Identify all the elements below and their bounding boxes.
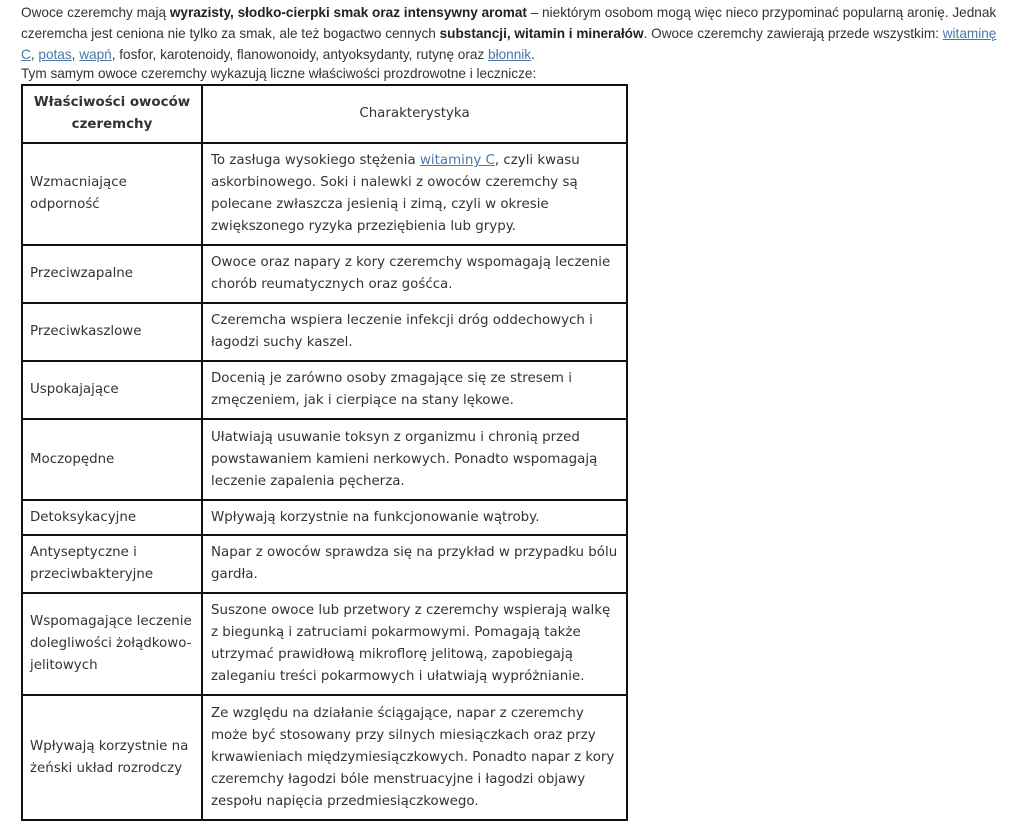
description-cell: Wpływają korzystnie na funkcjonowanie wątroby. [202, 500, 627, 535]
property-cell: Przeciwzapalne [22, 245, 202, 303]
property-cell: Detoksykacyjne [22, 500, 202, 535]
intro-paragraph [21, 2, 1006, 65]
description-cell: Docenią je zarówno osoby zmagające się ze stresem i zmęczeniem, jak i cierpiące na stany lękowe. [202, 361, 627, 419]
intro-text-3: . Owoce czeremchy zawierają przede wszystkim: [643, 26, 943, 41]
table-row [22, 500, 627, 535]
intro-text-5: . [531, 47, 535, 62]
description-cell: Ze względu na działanie ściągające, napar z czeremchy może być stosowany przy silnych miesiączkach oraz przy krwawieniach międzymiesiączkowych. Ponadto napar z kory czeremchy łagodzi bóle menstruacyjne i łagodzi objawy zespołu napięcia przedmiesiączkowego. [202, 695, 627, 820]
property-cell: Przeciwkaszlowe [22, 303, 202, 361]
header-properties: Właściwości owoców czeremchy [22, 85, 202, 143]
table-row [22, 245, 627, 303]
intro-bold-taste: wyrazisty, słodko-cierpki smak oraz intensywny aromat [169, 5, 527, 20]
intro-text-4: , fosfor, karotenoidy, flanowonoidy, antyoksydanty, rutynę oraz [111, 47, 489, 62]
properties-table [21, 84, 628, 821]
property-cell: Wzmacniające odporność [22, 143, 202, 245]
intro-comma-2: , [71, 47, 80, 62]
property-cell: Antyseptyczne i przeciwbakteryjne [22, 535, 202, 593]
table-row [22, 303, 627, 361]
property-cell: Wpływają korzystnie na żeński układ rozrodczy [22, 695, 202, 820]
link-witaminy-c[interactable]: witaminy C [419, 153, 495, 168]
link-wapn[interactable]: wapń [79, 47, 112, 62]
table-lead-text: Tym samym owoce czeremchy wykazują liczne właściwości prozdrowotne i lecznicze: [21, 66, 537, 81]
intro-bold-substances: substancji, witamin i minerałów [439, 26, 644, 41]
table-row [22, 143, 627, 245]
link-witamina-c[interactable]: witaminę C [21, 26, 997, 62]
intro-comma-1: , [30, 47, 39, 62]
description-cell [202, 143, 627, 245]
table-row [22, 361, 627, 419]
description-cell: Napar z owoców sprawdza się na przykład w przypadku bólu gardła. [202, 535, 627, 593]
intro-text-2: – niektórym osobom mogą więc nieco przypominać popularną aronię. Jednak czeremcha jest ceniona nie tylko za smak, ale też bogactwo cennych [21, 5, 997, 41]
description-cell: Ułatwiają usuwanie toksyn z organizmu i chronią przed powstawaniem kamieni nerkowych. Ponadto wspomagają leczenie zapalenia pęcherza. [202, 419, 627, 500]
table-header-row [22, 85, 627, 143]
table-row [22, 419, 627, 500]
table-row [22, 695, 627, 820]
description-cell: Suszone owoce lub przetwory z czeremchy wspierają walkę z biegunką i zatruciami pokarmowymi. Pomagają także utrzymać prawidłową mikroflorę jelitową, zapobiegają zaleganiu treści pokarmowych i ułatwiają wypróżnianie. [202, 593, 627, 695]
property-cell: Wspomagające leczenie dolegliwości żołądkowo-jelitowych [22, 593, 202, 695]
header-characteristics: Charakterystyka [202, 85, 627, 143]
description-text: , czyli kwasu askorbinowego. Soki i nalewki z owoców czeremchy są polecane zwłaszcza jesienią i zimą, czyli w okresie zwiększonego ryzyka przeziębienia lub grypy. [211, 153, 580, 234]
description-cell: Czeremcha wspiera leczenie infekcji dróg oddechowych i łagodzi suchy kaszel. [202, 303, 627, 361]
table-row [22, 535, 627, 593]
link-potas[interactable]: potas [38, 47, 72, 62]
link-blonnik[interactable]: błonnik [488, 47, 532, 62]
property-cell: Uspokajające [22, 361, 202, 419]
description-text: To zasługa wysokiego stężenia [211, 153, 420, 168]
description-cell: Owoce oraz napary z kory czeremchy wspomagają leczenie chorób reumatycznych oraz gośćca. [202, 245, 627, 303]
intro-text-1: Owoce czeremchy mają [21, 5, 170, 20]
table-row [22, 593, 627, 695]
property-cell: Moczopędne [22, 419, 202, 500]
